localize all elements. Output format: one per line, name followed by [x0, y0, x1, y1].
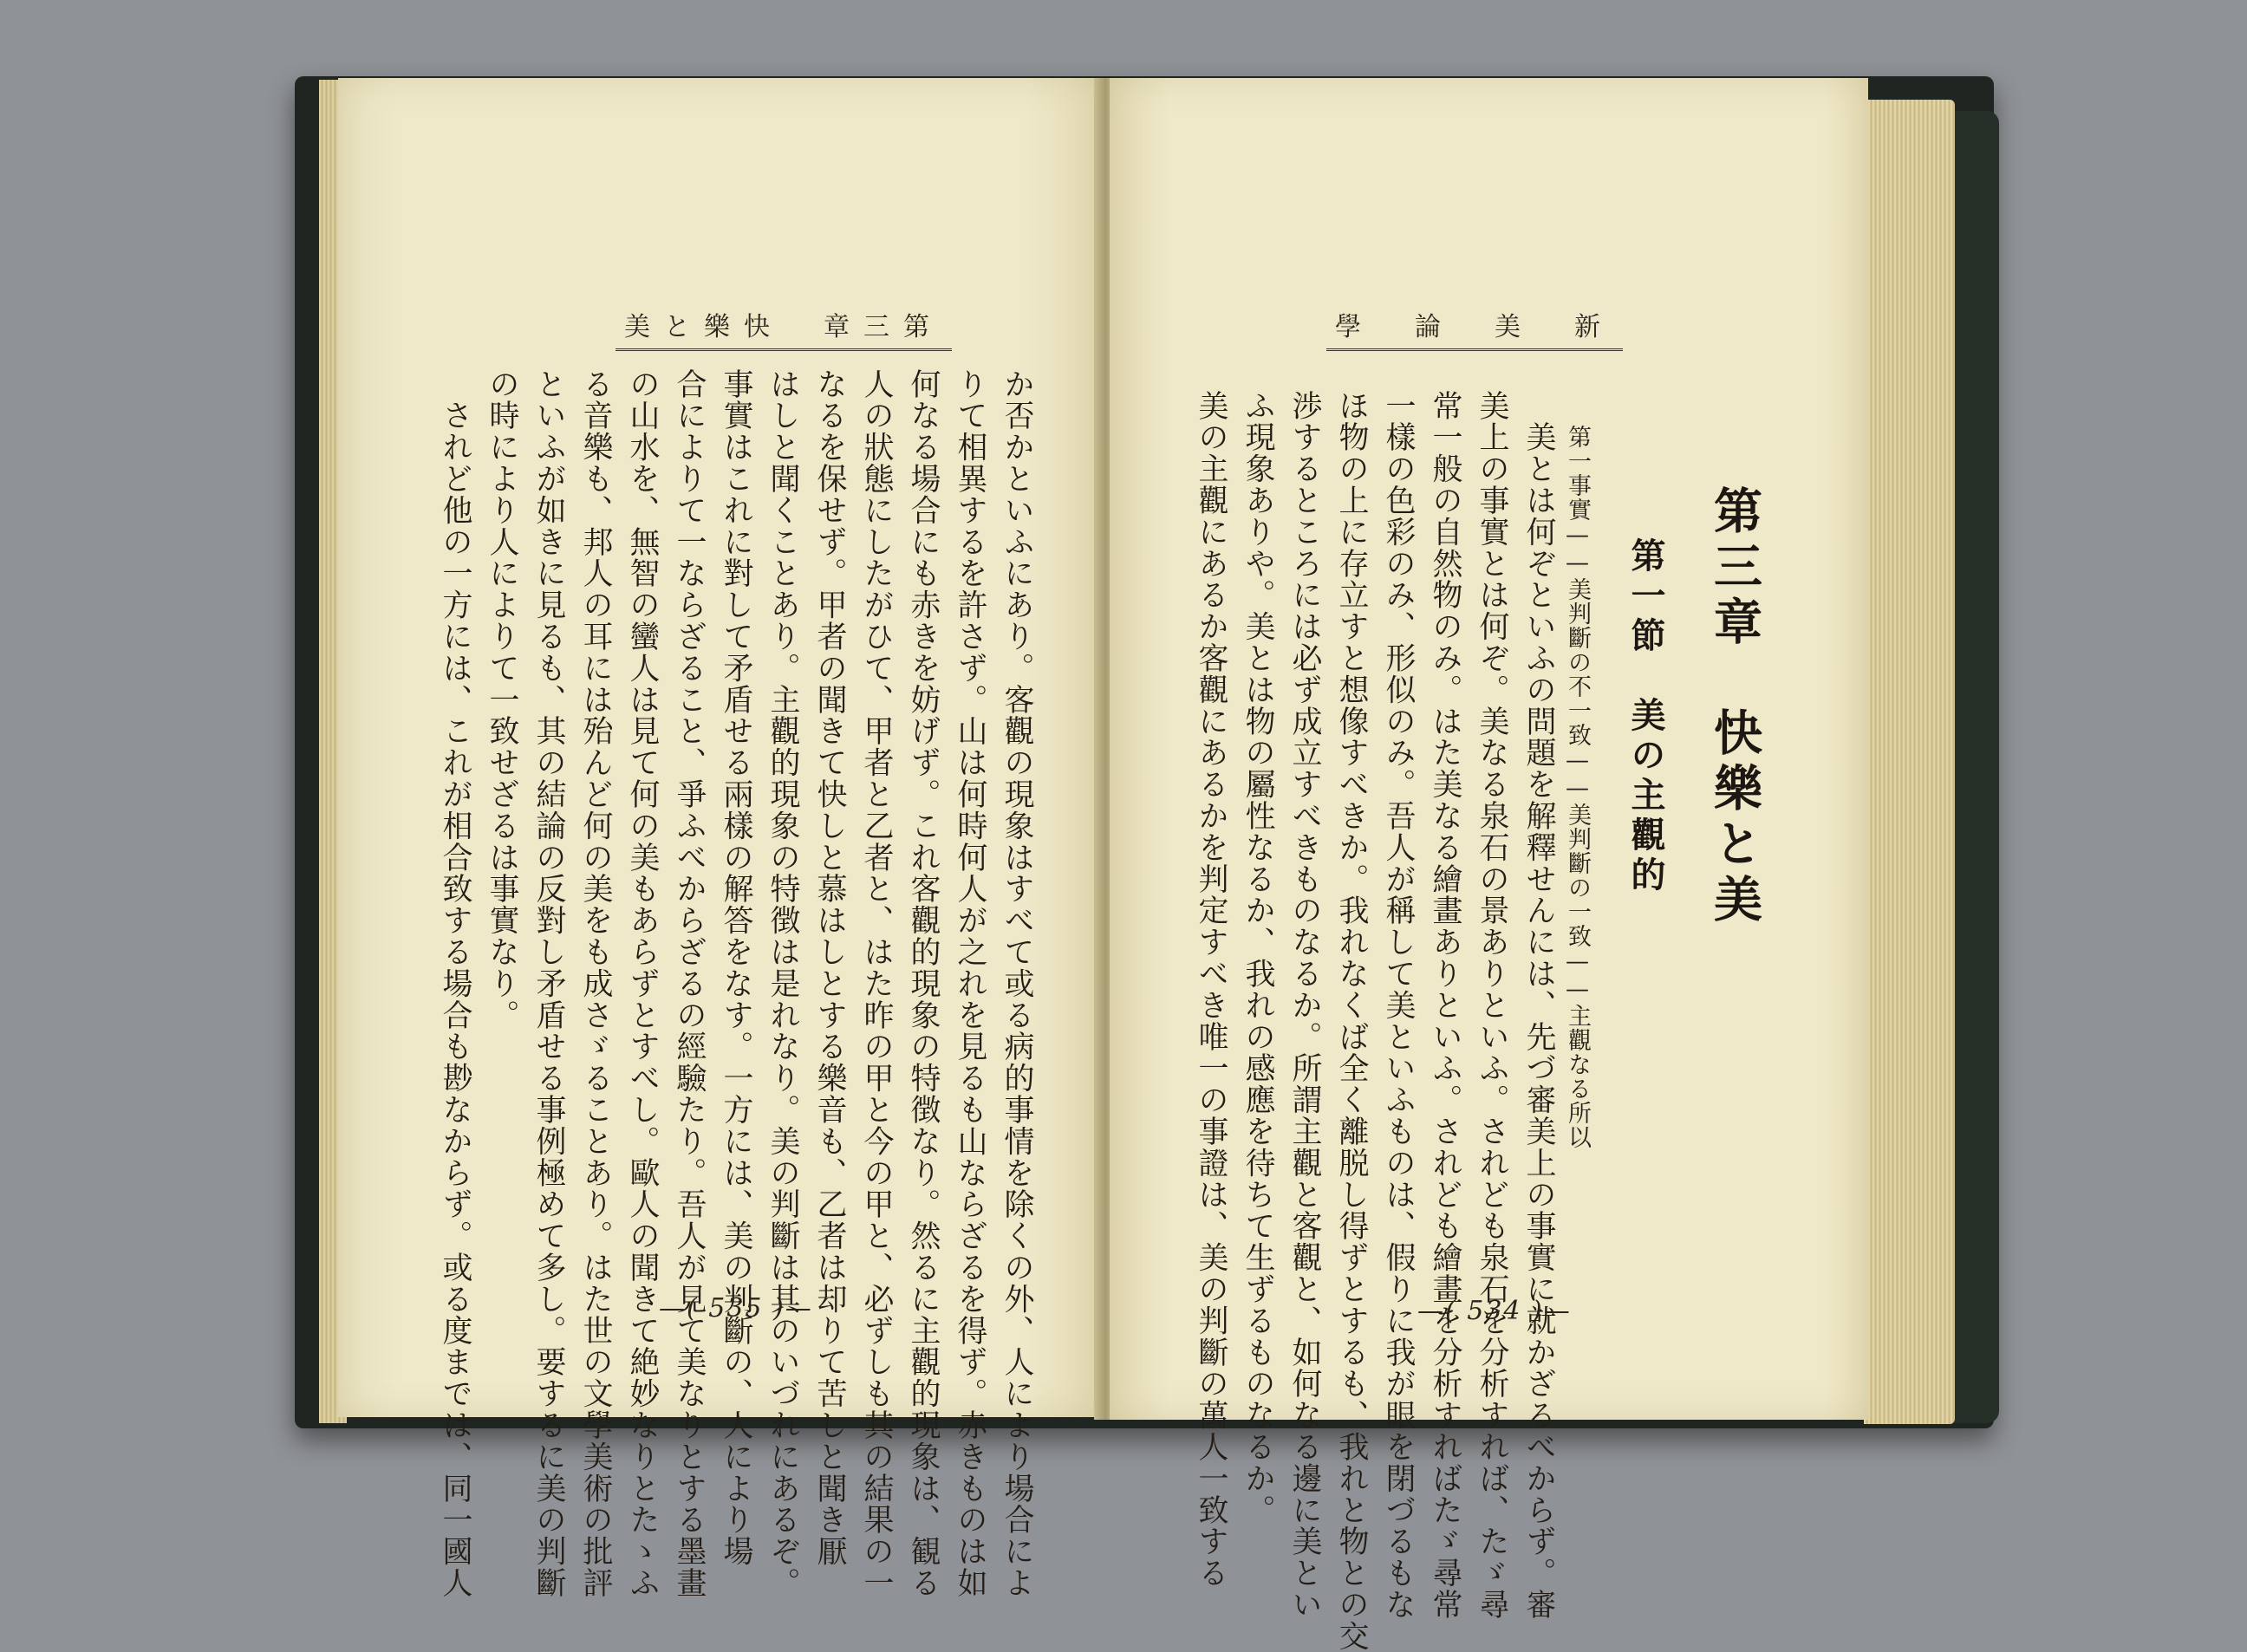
- left-body-text: [432, 368, 1040, 1599]
- text-column: の山水を、無智の蠻人は見て何の美もあらずとすべし。歐人の聞きて絶妙なりとたゝふ: [625, 368, 660, 1599]
- left-page: [338, 78, 1101, 1599]
- text-column: 常一般の自然物のみ。はた美なる繪畫ありといふ。されども繪畫を分析すればたゞ尋常: [1428, 390, 1462, 1621]
- left-running-head: 美と樂快 章三第: [615, 305, 952, 351]
- chapter-title: 第三章 快樂と美: [1706, 485, 1762, 929]
- text-column: といふが如きに見るも、其の結論の反對し矛盾せる事例極めて多し。要するに美の判斷: [531, 368, 566, 1599]
- text-column: 美上の事實とは何ぞ。美なる泉石の景ありといふ。されども泉石を分析すれば、たゞ尋: [1475, 390, 1509, 1621]
- text-column: なるを保せず。甲者の聞きて快しと慕はしとする樂音も、乙者は却りて苦しと聞き厭: [812, 368, 847, 1568]
- right-page-number: —( 534 )—: [1417, 1296, 1572, 1326]
- right-running-head: 學 論 美 新: [1326, 305, 1623, 351]
- text-column: 何なる場合にも赤きを妨げず。これ客觀的現象の特徴なり。然るに主觀的現象は、観る: [906, 368, 941, 1599]
- text-column: ほ物の上に存立すと想像すべきか。我れなくば全く離脱し得ずとするも、我れと物との交: [1334, 390, 1369, 1652]
- cover-edge: [1951, 111, 1999, 1423]
- section-subheading: 第一事實——美判斷の不一致——美判斷の一致——主觀なる所以: [1564, 425, 1591, 1149]
- text-column: されど他の一方には、これが相合致する場合も尠なからず。或る度までは、同一國人: [438, 368, 472, 1599]
- text-column: ふ現象ありや。美とは物の屬性なるか、我れの感應を待ちて生ずるものなるか。: [1241, 390, 1275, 1526]
- text-column: りて相異するを許さず。山は何時何人が之れを見るも山ならざるを得ず。赤きものは如: [953, 368, 987, 1599]
- text-column: 人の狀態にしたがひて、甲者と乙者と、はた昨の甲と今の甲と、必ずしも其の結果の一: [859, 368, 894, 1599]
- right-page: [1110, 78, 1868, 1652]
- text-column: 渉するところには必ず成立すべきものなるか。所謂主觀と客觀と、如何なる邊に美とい: [1287, 390, 1322, 1621]
- text-column: はしと聞くことあり。主觀的現象の特徴は是れなり。美の判斷は其のいづれにあるぞ。: [765, 368, 800, 1599]
- text-column: の時により人によりて一致せざるは事實なり。: [485, 368, 519, 1031]
- text-column: か否かといふにあり。客觀の現象はすべて或る病的事情を除くの外、人により場合によ: [1000, 368, 1034, 1599]
- text-column: る音樂も、邦人の耳には殆んど何の美をも成さゞることあり。はた世の文學美術の批評: [578, 368, 613, 1599]
- text-column: 一樣の色彩のみ、形似のみ。吾人が稱して美といふものは、假りに我が眼を閉づるもな: [1381, 390, 1416, 1621]
- text-column: 美とは何ぞといふの問題を解釋せんには、先づ審美上の事實に就かざるべからず。審: [1521, 390, 1556, 1621]
- text-column: 事實はこれに對して矛盾せる兩樣の解答をなす。一方には、美の判斷の、人により場: [719, 368, 753, 1568]
- page-stack-right: [1864, 100, 1955, 1424]
- left-page-number: —( 535 )—: [659, 1293, 813, 1324]
- text-column: 合によりて一ならざること、爭ふべからざるの經驗たり。吾人が見て美なりとする墨畫: [672, 368, 707, 1599]
- section-title: 第一節 美の主觀的: [1625, 537, 1665, 896]
- right-body-text: [1188, 390, 1562, 1652]
- text-column: 美の主觀にあるか客觀にあるかを判定すべき唯一の事證は、美の判斷の萬人一致する: [1194, 390, 1228, 1590]
